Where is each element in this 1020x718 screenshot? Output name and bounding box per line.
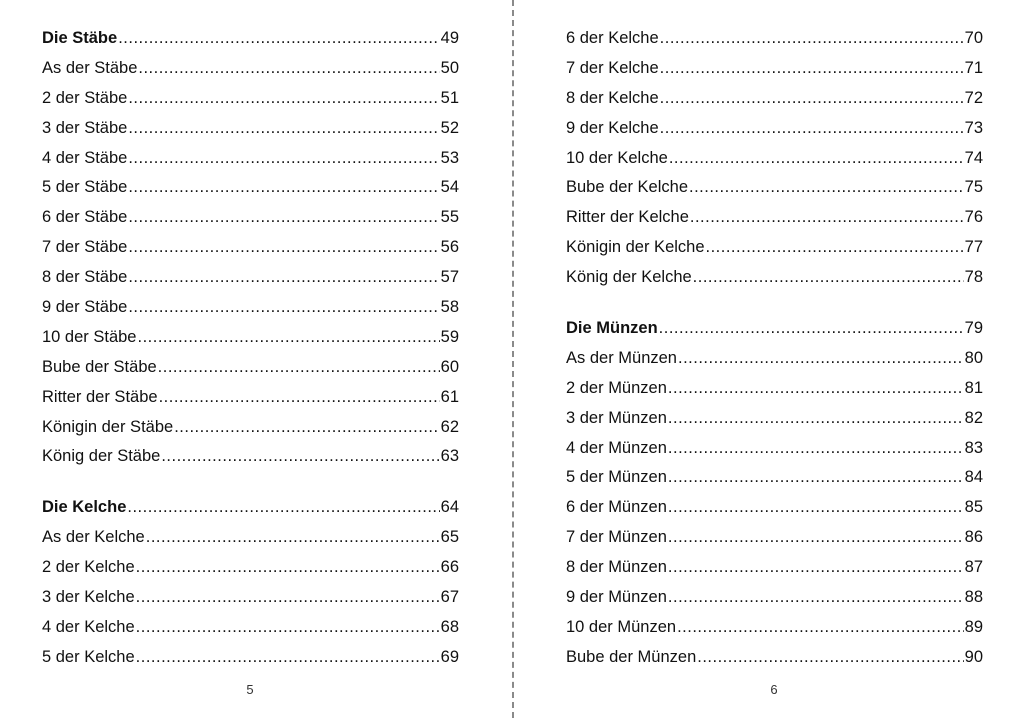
toc-entry-page-number: 60: [440, 357, 459, 376]
toc-entry-label: 5 der Münzen: [566, 468, 667, 487]
toc-entry: [42, 523, 459, 553]
toc-entry-label: Die Stäbe: [42, 29, 118, 47]
toc-entry: [566, 233, 983, 263]
dot-leader: [128, 173, 439, 203]
dot-leader: [668, 583, 964, 613]
toc-entry-label: Ritter der Stäbe: [42, 387, 158, 406]
toc-entry-label: 4 der Kelche: [42, 617, 135, 636]
toc-entry-label: Bube der Kelche: [566, 178, 689, 197]
toc-entry: [42, 383, 459, 413]
toc-entry: [42, 583, 459, 613]
toc-entry-label: 4 der Stäbe: [42, 148, 128, 167]
toc-section-heading: [42, 493, 459, 523]
toc-entry-page-number: 56: [440, 238, 459, 257]
dot-leader: [161, 442, 439, 472]
toc-entry-label: 8 der Kelche: [566, 88, 659, 107]
toc-entry-page-number: 62: [440, 417, 459, 436]
toc-entry: [42, 293, 459, 323]
dot-leader: [128, 293, 439, 323]
dot-leader: [669, 144, 964, 174]
toc-entry: [566, 523, 983, 553]
toc-entry-page-number: 73: [964, 118, 983, 137]
toc-entry: [566, 84, 983, 114]
dot-leader: [128, 144, 439, 174]
dot-leader: [668, 463, 964, 493]
dot-leader: [689, 173, 964, 203]
right-page: [514, 0, 1020, 718]
toc-entry-label: 2 der Münzen: [566, 378, 667, 397]
table-of-contents: [42, 24, 459, 673]
toc-entry-label: 3 der Münzen: [566, 408, 667, 427]
toc-entry-page-number: 69: [440, 647, 459, 666]
toc-entry-label: 10 der Kelche: [566, 148, 668, 167]
toc-entry-label: 6 der Stäbe: [42, 208, 128, 227]
toc-section-heading: [42, 24, 459, 54]
toc-entry: [566, 114, 983, 144]
toc-entry: [42, 413, 459, 443]
toc-entry-label: 2 der Stäbe: [42, 88, 128, 107]
toc-entry-page-number: 88: [964, 588, 983, 607]
toc-entry-label: 3 der Kelche: [42, 588, 135, 607]
toc-entry: [566, 54, 983, 84]
toc-entry-label: 5 der Kelche: [42, 647, 135, 666]
dot-leader: [146, 523, 440, 553]
toc-entry-label: 3 der Stäbe: [42, 118, 128, 137]
toc-entry-label: 6 der Münzen: [566, 498, 667, 517]
dot-leader: [136, 643, 440, 673]
dot-leader: [158, 353, 440, 383]
dot-leader: [706, 233, 964, 263]
toc-entry-label: 8 der Münzen: [566, 558, 667, 577]
toc-entry-page-number: 86: [964, 528, 983, 547]
toc-entry-page-number: 76: [964, 208, 983, 227]
dot-leader: [136, 583, 440, 613]
toc-entry: [566, 434, 983, 464]
page-number: 6: [770, 682, 778, 697]
dot-leader: [668, 523, 964, 553]
toc-entry-label: 6 der Kelche: [566, 29, 659, 47]
dot-leader: [659, 314, 964, 344]
toc-entry: [566, 583, 983, 613]
toc-entry-page-number: 68: [440, 617, 459, 636]
dot-leader: [136, 613, 440, 643]
toc-entry: [566, 374, 983, 404]
toc-entry-label: As der Münzen: [566, 348, 677, 367]
toc-entry: [566, 493, 983, 523]
dot-leader: [127, 493, 439, 523]
dot-leader: [660, 84, 964, 114]
dot-leader: [668, 553, 964, 583]
dot-leader: [668, 404, 964, 434]
toc-entry: [566, 263, 983, 293]
toc-entry-label: König der Kelche: [566, 268, 692, 287]
toc-entry-label: 9 der Münzen: [566, 588, 667, 607]
toc-entry-page-number: 85: [964, 498, 983, 517]
toc-entry-label: 2 der Kelche: [42, 558, 135, 577]
dot-leader: [668, 434, 964, 464]
toc-entry-page-number: 61: [440, 387, 459, 406]
toc-entry-page-number: 89: [964, 617, 983, 636]
dot-leader: [159, 383, 440, 413]
toc-entry: [566, 553, 983, 583]
toc-entry-page-number: 55: [440, 208, 459, 227]
toc-entry-label: Königin der Kelche: [566, 238, 705, 257]
toc-entry-page-number: 49: [440, 29, 459, 47]
toc-entry-page-number: 57: [440, 268, 459, 287]
toc-entry-label: Die Kelche: [42, 498, 127, 517]
dot-leader: [128, 263, 439, 293]
toc-entry-page-number: 79: [964, 319, 983, 338]
toc-entry: [566, 173, 983, 203]
toc-entry: [42, 263, 459, 293]
dot-leader: [678, 344, 964, 374]
toc-entry-page-number: 54: [440, 178, 459, 197]
toc-entry-page-number: 72: [964, 88, 983, 107]
toc-entry-page-number: 66: [440, 558, 459, 577]
toc-entry-page-number: 87: [964, 558, 983, 577]
dot-leader: [693, 263, 964, 293]
toc-entry-label: As der Kelche: [42, 528, 145, 547]
toc-entry-page-number: 74: [964, 148, 983, 167]
toc-entry: [566, 24, 983, 54]
toc-entry-label: König der Stäbe: [42, 447, 161, 466]
toc-entry-page-number: 80: [964, 348, 983, 367]
toc-entry-page-number: 82: [964, 408, 983, 427]
toc-entry-page-number: 70: [964, 29, 983, 47]
toc-entry-page-number: 63: [440, 447, 459, 466]
toc-entry: [42, 84, 459, 114]
toc-entry-label: 7 der Kelche: [566, 58, 659, 77]
toc-entry-label: Ritter der Kelche: [566, 208, 689, 227]
dot-leader: [136, 553, 440, 583]
toc-entry: [42, 442, 459, 472]
dot-leader: [697, 643, 963, 673]
toc-entry-page-number: 58: [440, 298, 459, 317]
dot-leader: [677, 613, 964, 643]
toc-entry: [566, 613, 983, 643]
dot-leader: [690, 203, 964, 233]
toc-entry-page-number: 53: [440, 148, 459, 167]
page-number: 5: [246, 682, 254, 697]
toc-entry: [42, 203, 459, 233]
toc-entry-page-number: 83: [964, 438, 983, 457]
toc-entry-label: As der Stäbe: [42, 58, 138, 77]
dot-leader: [128, 114, 439, 144]
dot-leader: [138, 323, 440, 353]
toc-entry-page-number: 77: [964, 238, 983, 257]
toc-entry: [566, 643, 983, 673]
toc-entry: [42, 54, 459, 84]
dot-leader: [660, 114, 964, 144]
toc-entry: [566, 203, 983, 233]
dot-leader: [660, 54, 964, 84]
toc-entry-label: Bube der Stäbe: [42, 357, 157, 376]
dot-leader: [668, 493, 964, 523]
toc-entry-label: 4 der Münzen: [566, 438, 667, 457]
toc-entry-label: 10 der Münzen: [566, 617, 677, 636]
toc-entry: [566, 463, 983, 493]
toc-entry: [42, 173, 459, 203]
dot-leader: [174, 413, 439, 443]
toc-entry-page-number: 71: [964, 58, 983, 77]
toc-entry: [566, 404, 983, 434]
dot-leader: [128, 203, 439, 233]
toc-entry: [42, 323, 459, 353]
toc-entry: [42, 144, 459, 174]
toc-entry: [42, 233, 459, 263]
toc-entry-page-number: 67: [440, 588, 459, 607]
toc-entry-label: 7 der Stäbe: [42, 238, 128, 257]
toc-entry-label: 9 der Stäbe: [42, 298, 128, 317]
toc-entry-label: Die Münzen: [566, 319, 658, 338]
toc-entry-page-number: 78: [964, 268, 983, 287]
toc-entry-label: 8 der Stäbe: [42, 268, 128, 287]
toc-entry-label: 9 der Kelche: [566, 118, 659, 137]
toc-entry-page-number: 75: [964, 178, 983, 197]
toc-entry-label: Königin der Stäbe: [42, 417, 174, 436]
toc-entry-page-number: 84: [964, 468, 983, 487]
dot-leader: [118, 24, 439, 54]
dot-leader: [660, 24, 964, 54]
toc-entry-label: 5 der Stäbe: [42, 178, 128, 197]
dot-leader: [138, 54, 439, 84]
toc-entry: [42, 114, 459, 144]
toc-entry: [566, 344, 983, 374]
toc-entry: [566, 144, 983, 174]
toc-entry-page-number: 59: [440, 327, 459, 346]
toc-entry: [42, 353, 459, 383]
toc-entry: [42, 613, 459, 643]
toc-entry-label: 7 der Münzen: [566, 528, 667, 547]
toc-entry-page-number: 65: [440, 528, 459, 547]
toc-section-heading: [566, 314, 983, 344]
toc-entry-page-number: 64: [440, 498, 459, 517]
toc-entry-page-number: 90: [964, 647, 983, 666]
dot-leader: [128, 84, 439, 114]
dot-leader: [668, 374, 964, 404]
toc-entry-page-number: 50: [440, 58, 459, 77]
toc-entry-page-number: 81: [964, 378, 983, 397]
table-of-contents: [566, 24, 983, 673]
toc-entry: [42, 553, 459, 583]
toc-entry-label: Bube der Münzen: [566, 647, 697, 666]
toc-entry-page-number: 52: [440, 118, 459, 137]
toc-entry-page-number: 51: [440, 88, 459, 107]
dot-leader: [128, 233, 439, 263]
toc-entry-label: 10 der Stäbe: [42, 327, 137, 346]
toc-entry: [42, 643, 459, 673]
